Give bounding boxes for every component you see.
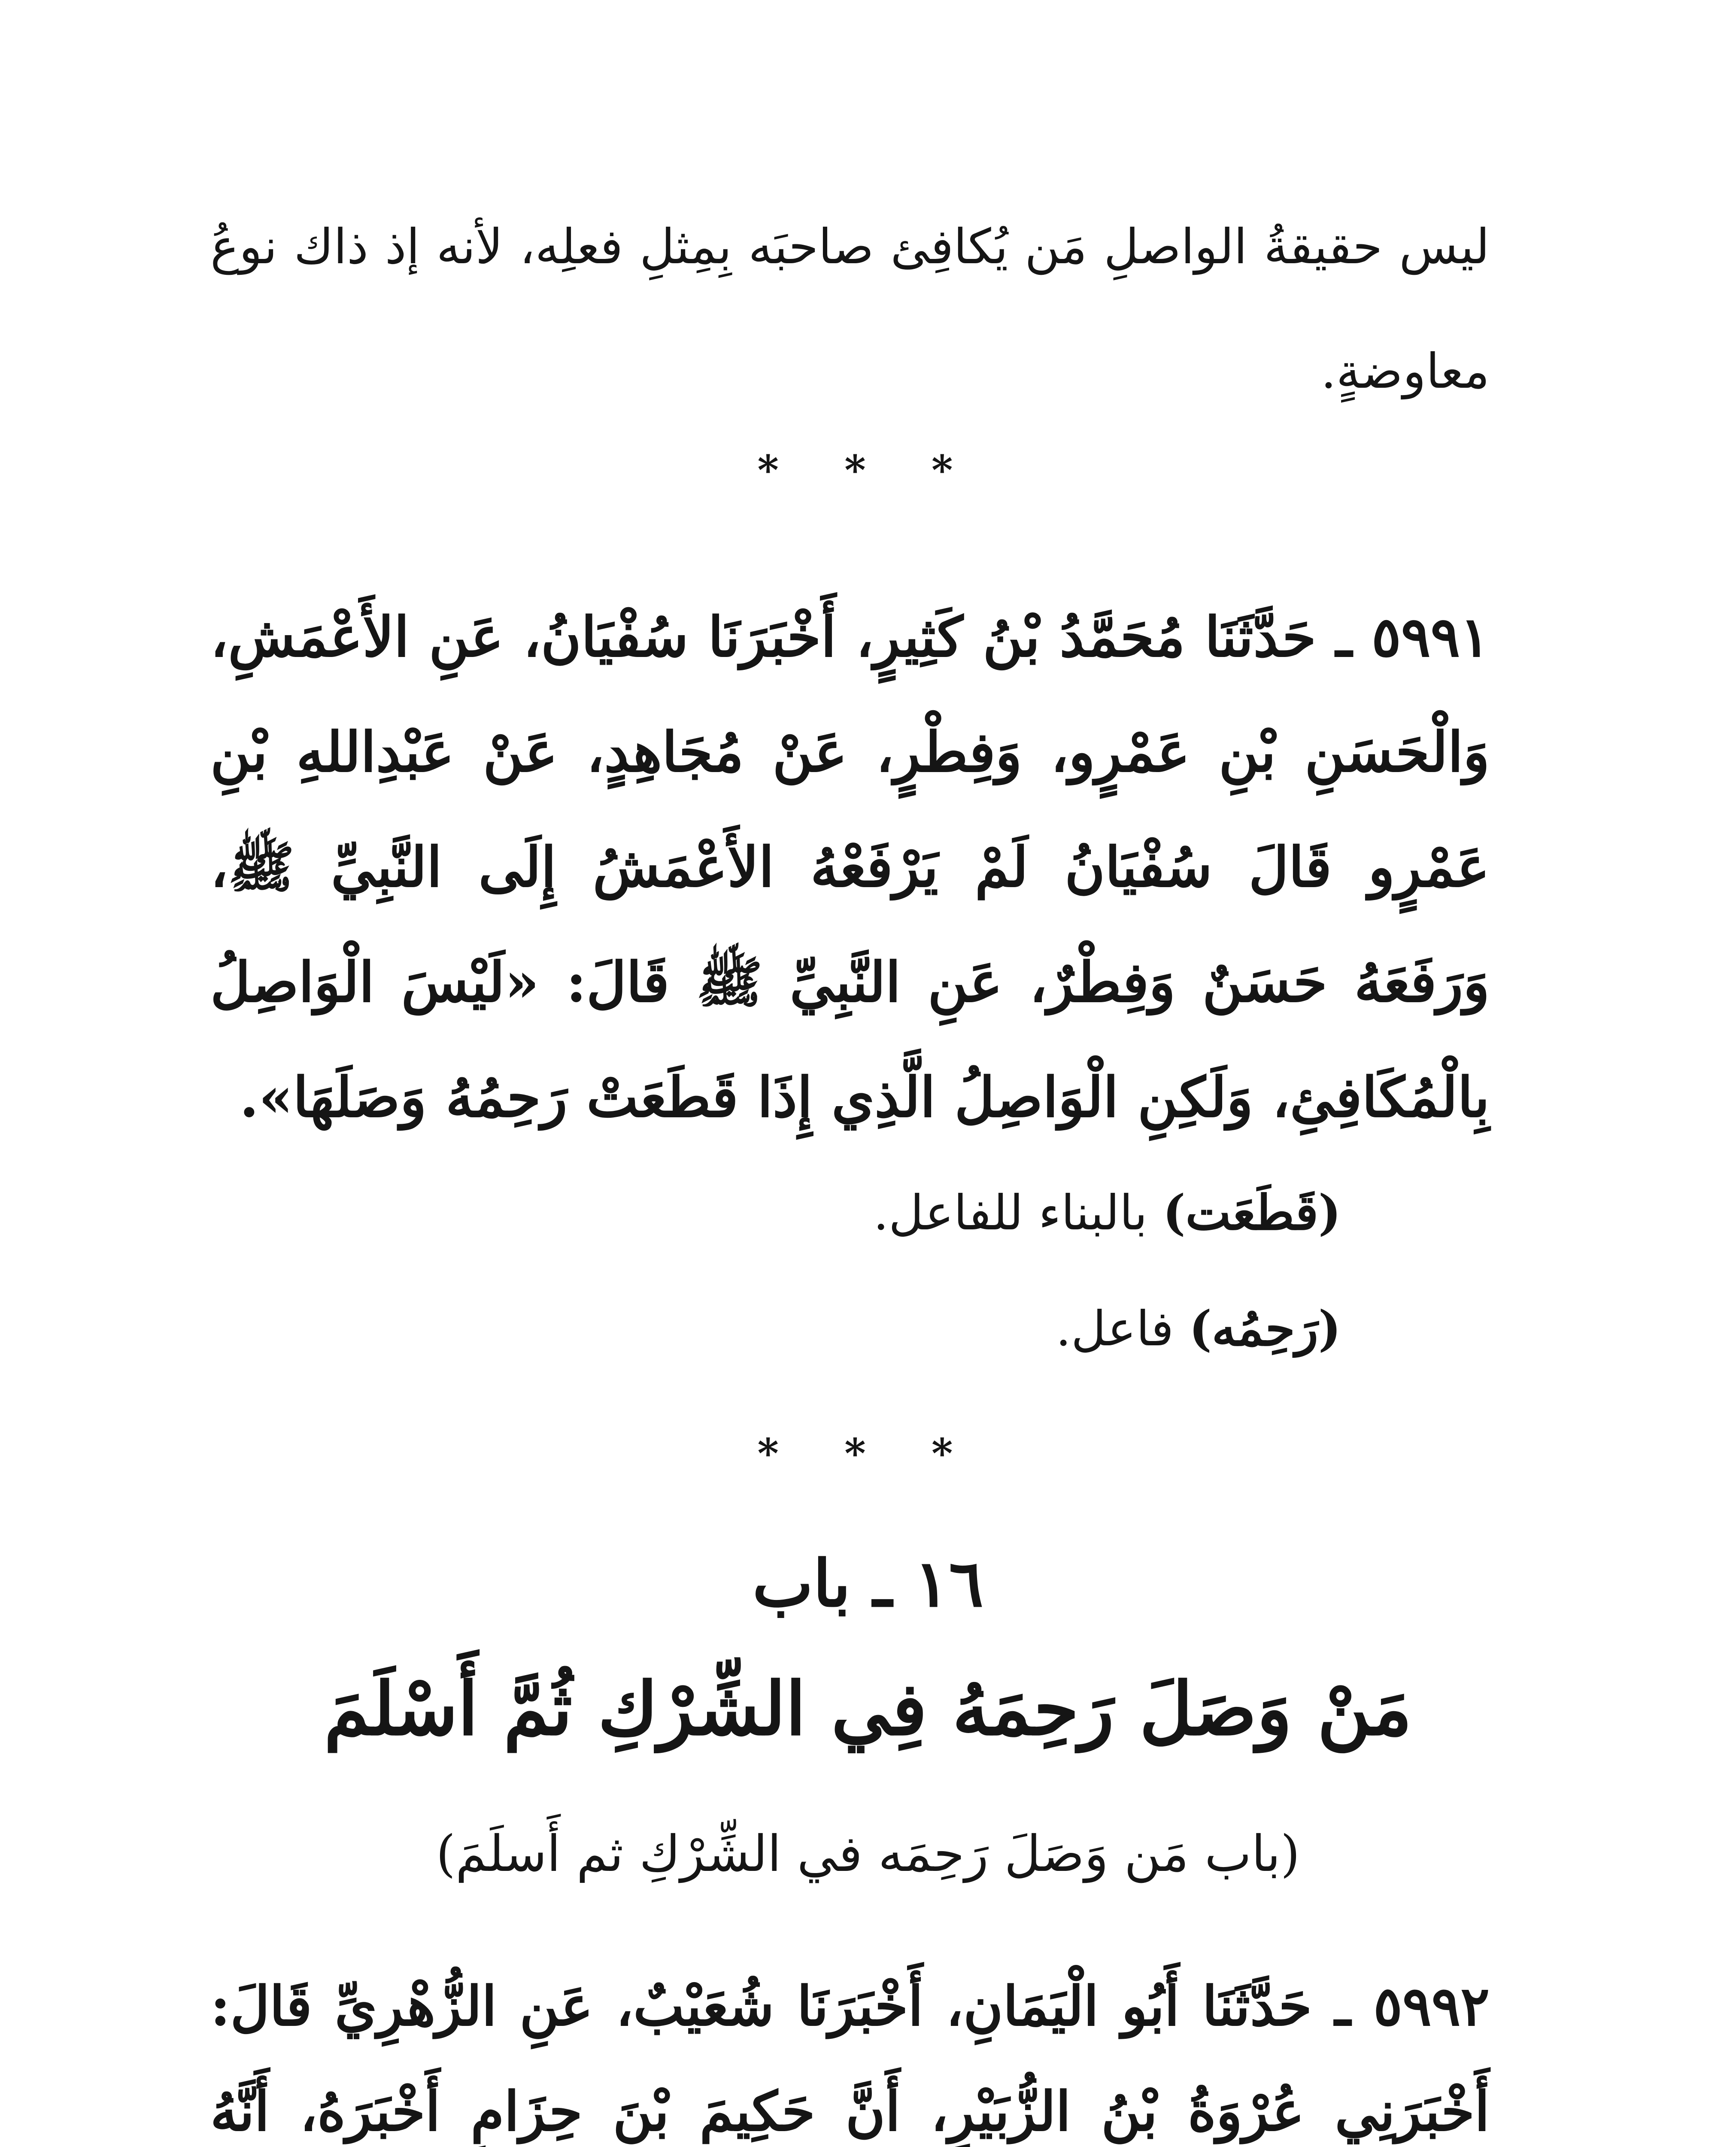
note-item <box>225 1181 1341 1245</box>
chapter-number: ١٦ ـ باب <box>752 1546 984 1621</box>
note-term: (رَحِمُه) <box>1189 1301 1341 1357</box>
chapter-title: مَنْ وَصَلَ رَحِمَهُ فِي الشِّرْكِ ثُمَّ أَسْلَمَ <box>324 1666 1412 1752</box>
note-text: فاعل. <box>1056 1301 1189 1357</box>
separator-stars: * * * <box>757 447 979 494</box>
note-term: (قَطَعَت) <box>1162 1185 1341 1241</box>
hadith-5991: ٥٩٩١ ـ حَدَّثَنَا مُحَمَّدُ بْنُ كَثِيرٍ، أَخْبَرَنَا سُفْيَانُ، عَنِ الأَعْمَشِ، وَالْحَسَنِ بْنِ عَمْرٍو، وَفِطْرٍ، عَنْ مُجَاهِدٍ، عَنْ عَبْدِاللهِ بْنِ عَمْرٍو قَالَ سُفْيَانُ لَمْ يَرْفَعْهُ الأَعْمَشُ إِلَى النَّبِيِّ ﷺ، وَرَفَعَهُ حَسَنٌ وَفِطْرٌ، عَنِ النَّبِيِّ ﷺ قَالَ: «لَيْسَ الْوَاصِلُ بِالْمُكَافِئِ، وَلَكِنِ الْوَاصِلُ الَّذِي إِذَا قَطَعَتْ رَحِمُهُ وَصَلَهَا». <box>210 605 1490 1130</box>
note-text: بالبناء للفاعل. <box>873 1185 1163 1241</box>
separator-stars: * * * <box>757 1430 979 1478</box>
note-item <box>225 1297 1341 1361</box>
hadith-5992: ٥٩٩٢ ـ حَدَّثَنَا أَبُو الْيَمَانِ، أَخْبَرَنَا شُعَيْبٌ، عَنِ الزُّهْرِيِّ قَالَ: أَخْبَرَنِي عُرْوَةُ بْنُ الزُّبَيْرِ، أَنَّ حَكِيمَ بْنَ حِزَامٍ أَخْبَرَهُ، أَنَّهُ <box>210 1974 1490 2143</box>
top-paragraph: ليس حقيقةُ الواصلِ مَن يُكافِئ صاحبَه بِمِثلِ فعلِه، لأنه إذ ذاك نوعُ معاوضةٍ. <box>210 219 1490 399</box>
chapter-subtitle: (باب مَن وَصَلَ رَحِمَه في الشِّرْكِ ثم أَسلَمَ) <box>436 1825 1300 1883</box>
